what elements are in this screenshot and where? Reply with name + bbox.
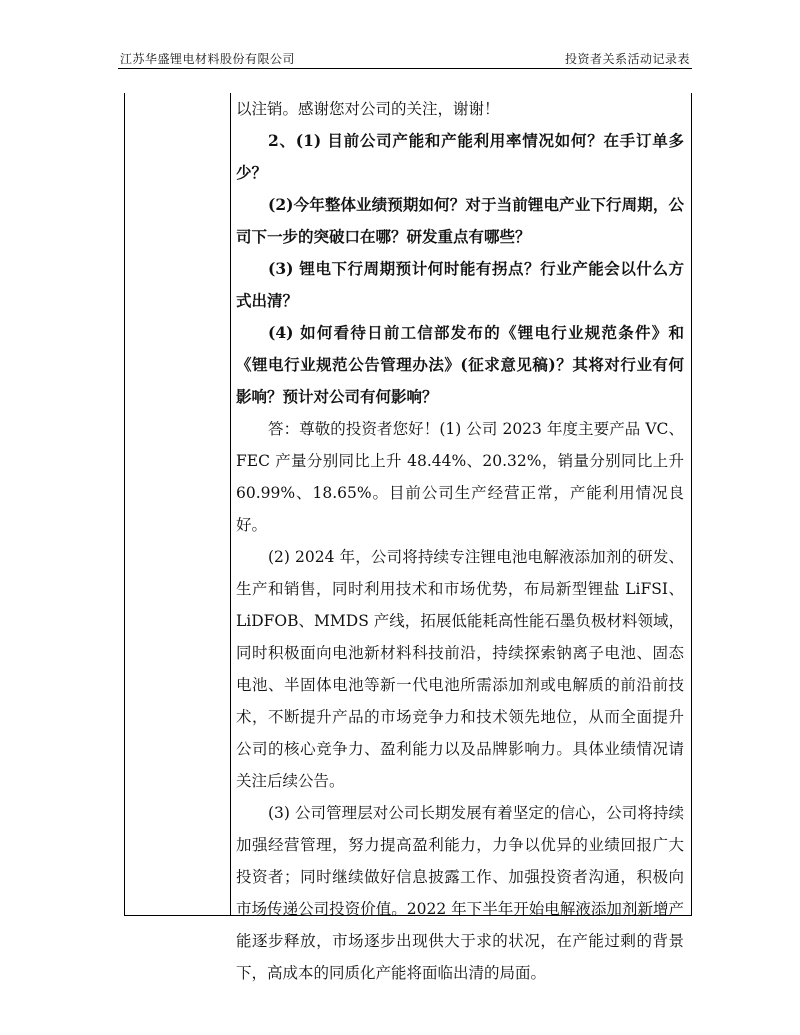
- answer-2: (2) 2024 年，公司将持续专注锂电池电解液添加剂的研发、生产和销售，同时利用技术和市场优势，布局新型锂盐 LiFSI、LiDFOB、MMDS 产线，拓展低能耗高性能石墨负极材料领域，同时积极面向电池新材料科技前沿，持续探索钠离子电池、固态电池、半固体电池等新一代电池所需添加剂或电解质的前沿前技术，不断提升产品的市场竞争力和技术领先地位，从而全面提升公司的核心竞争力、盈利能力以及品牌影响力。具体业绩情况请关注后续公告。: [236, 548, 684, 790]
- answer-1: 答：尊敬的投资者您好！(1) 公司 2023 年度主要产品 VC、FEC 产量分别同比上升 48.44%、20.32%，销量分别同比上升 60.99%、18.65%。目前公司生产经营正常，产能利用情况良好。: [236, 420, 684, 534]
- activity-content-cell: [236, 93, 684, 989]
- intro-tail-text: 以注销。感谢您对公司的关注，谢谢！: [236, 100, 500, 118]
- header-document-type: 投资者关系活动记录表: [564, 52, 690, 66]
- question-1: 2、(1) 目前公司产能和产能利用率情况如何？在手订单多少？: [236, 131, 684, 182]
- question-4: (4) 如何看待日前工信部发布的《锂电行业规范条件》和《锂电行业规范公告管理办法》(征求意见稿)？其将对行业有何影响？预计对公司有何影响？: [236, 323, 684, 406]
- column-divider: [230, 93, 231, 915]
- question-2: (2)今年整体业绩预期如何？对于当前锂电产业下行周期，公司下一步的突破口在哪？研发重点有哪些？: [236, 195, 684, 246]
- header-rule: [118, 68, 692, 69]
- record-table: [124, 93, 692, 982]
- header-company-name: 江苏华盛锂电材料股份有限公司: [120, 52, 296, 66]
- question-3: (3) 锂电下行周期预计何时能有拐点？行业产能会以什么方式出清？: [236, 259, 684, 310]
- answer-3: (3) 公司管理层对公司长期发展有着坚定的信心，公司将持续加强经营管理，努力提高盈利能力，力争以优异的业绩回报广大投资者；同时继续做好信息披露工作、加强投资者沟通，积极向市场传递公司投资价值。2022 年下半年开始电解液添加剂新增产能逐步释放，市场逐步出现供大于求的状况，在产能过剩的背景下，高成本的同质化产能将面临出清的局面。: [236, 804, 684, 982]
